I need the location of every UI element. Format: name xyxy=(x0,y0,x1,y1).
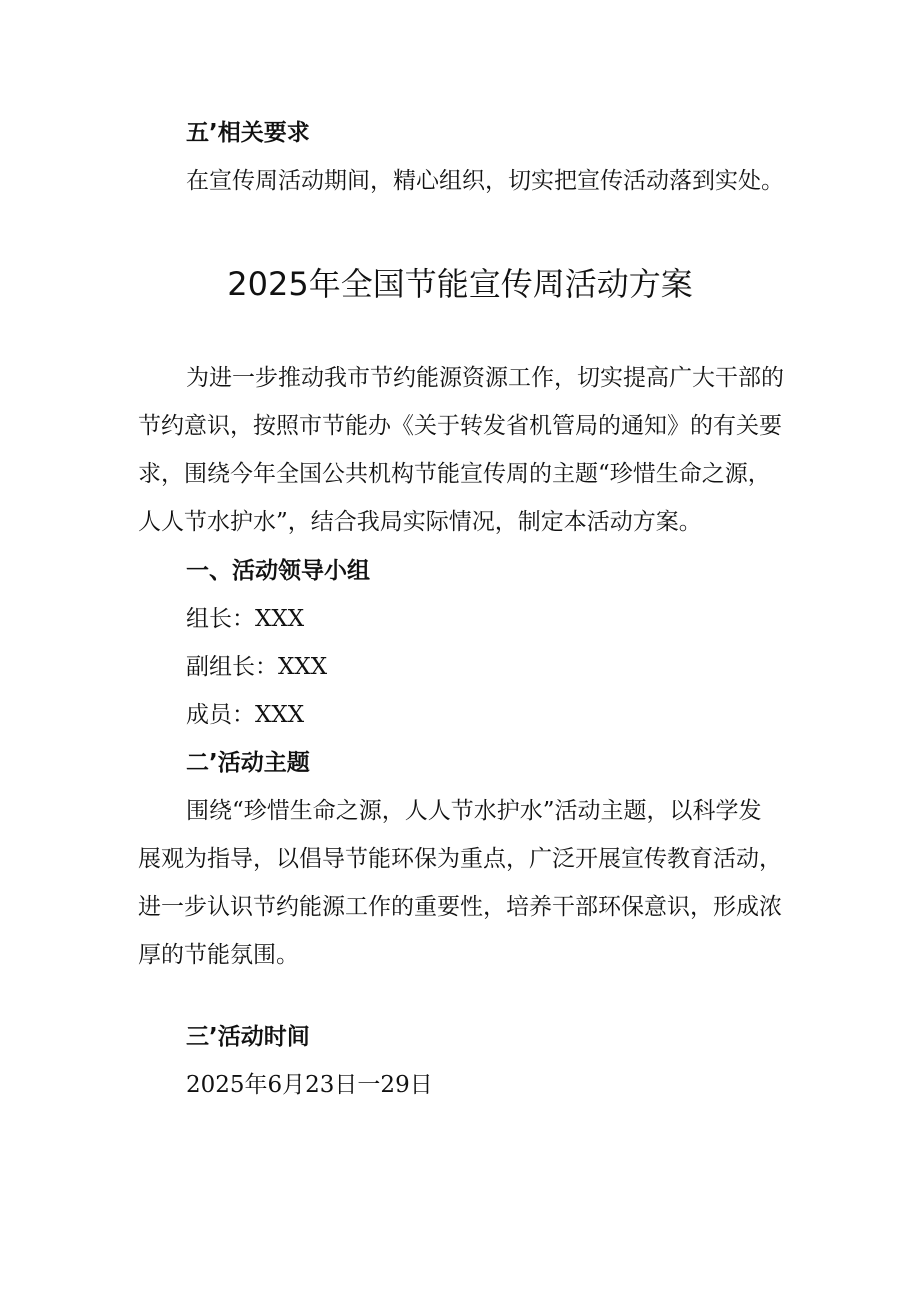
intro-line: 节约意识，按照市节能办《关于转发省机管局的通知》的有关要 xyxy=(138,413,782,439)
section2-line: 厚的节能氛围。 xyxy=(138,942,299,968)
deputy-leader-item: 副组长：XXX xyxy=(186,654,328,680)
section2-line: 围绕“珍惜生命之源，人人节水护水”活动主题，以科学发 xyxy=(186,798,762,824)
leader-item: 组长：XXX xyxy=(186,606,305,632)
member-item: 成员：XXX xyxy=(186,702,305,728)
section5-text: 在宣传周活动期间，精心组织，切实把宣传活动落到实处。 xyxy=(186,168,784,194)
intro-line: 为进一步推动我市节约能源资源工作，切实提高广大干部的 xyxy=(186,365,784,391)
section2-line: 展观为指导，以倡导节能环保为重点，广泛开展宣传教育活动， xyxy=(138,846,782,872)
section3-date: 2025年6月23日一29日 xyxy=(186,1072,433,1098)
intro-line: 求，围绕今年全国公共机构节能宣传周的主题“珍惜生命之源， xyxy=(138,461,771,487)
section2-line: 进一步认识节约能源工作的重要性，培养干部环保意识，形成浓 xyxy=(138,894,782,920)
document-title: 2025年全国节能宣传周活动方案 xyxy=(227,265,693,303)
section3-heading: 三’活动时间 xyxy=(186,1024,310,1050)
section5-heading: 五’相关要求 xyxy=(186,120,310,146)
section2-heading: 二’活动主题 xyxy=(186,750,310,776)
section1-heading: 一、活动领导小组 xyxy=(186,558,370,584)
intro-line: 人人节水护水”，结合我局实际情况，制定本活动方案。 xyxy=(138,509,702,535)
